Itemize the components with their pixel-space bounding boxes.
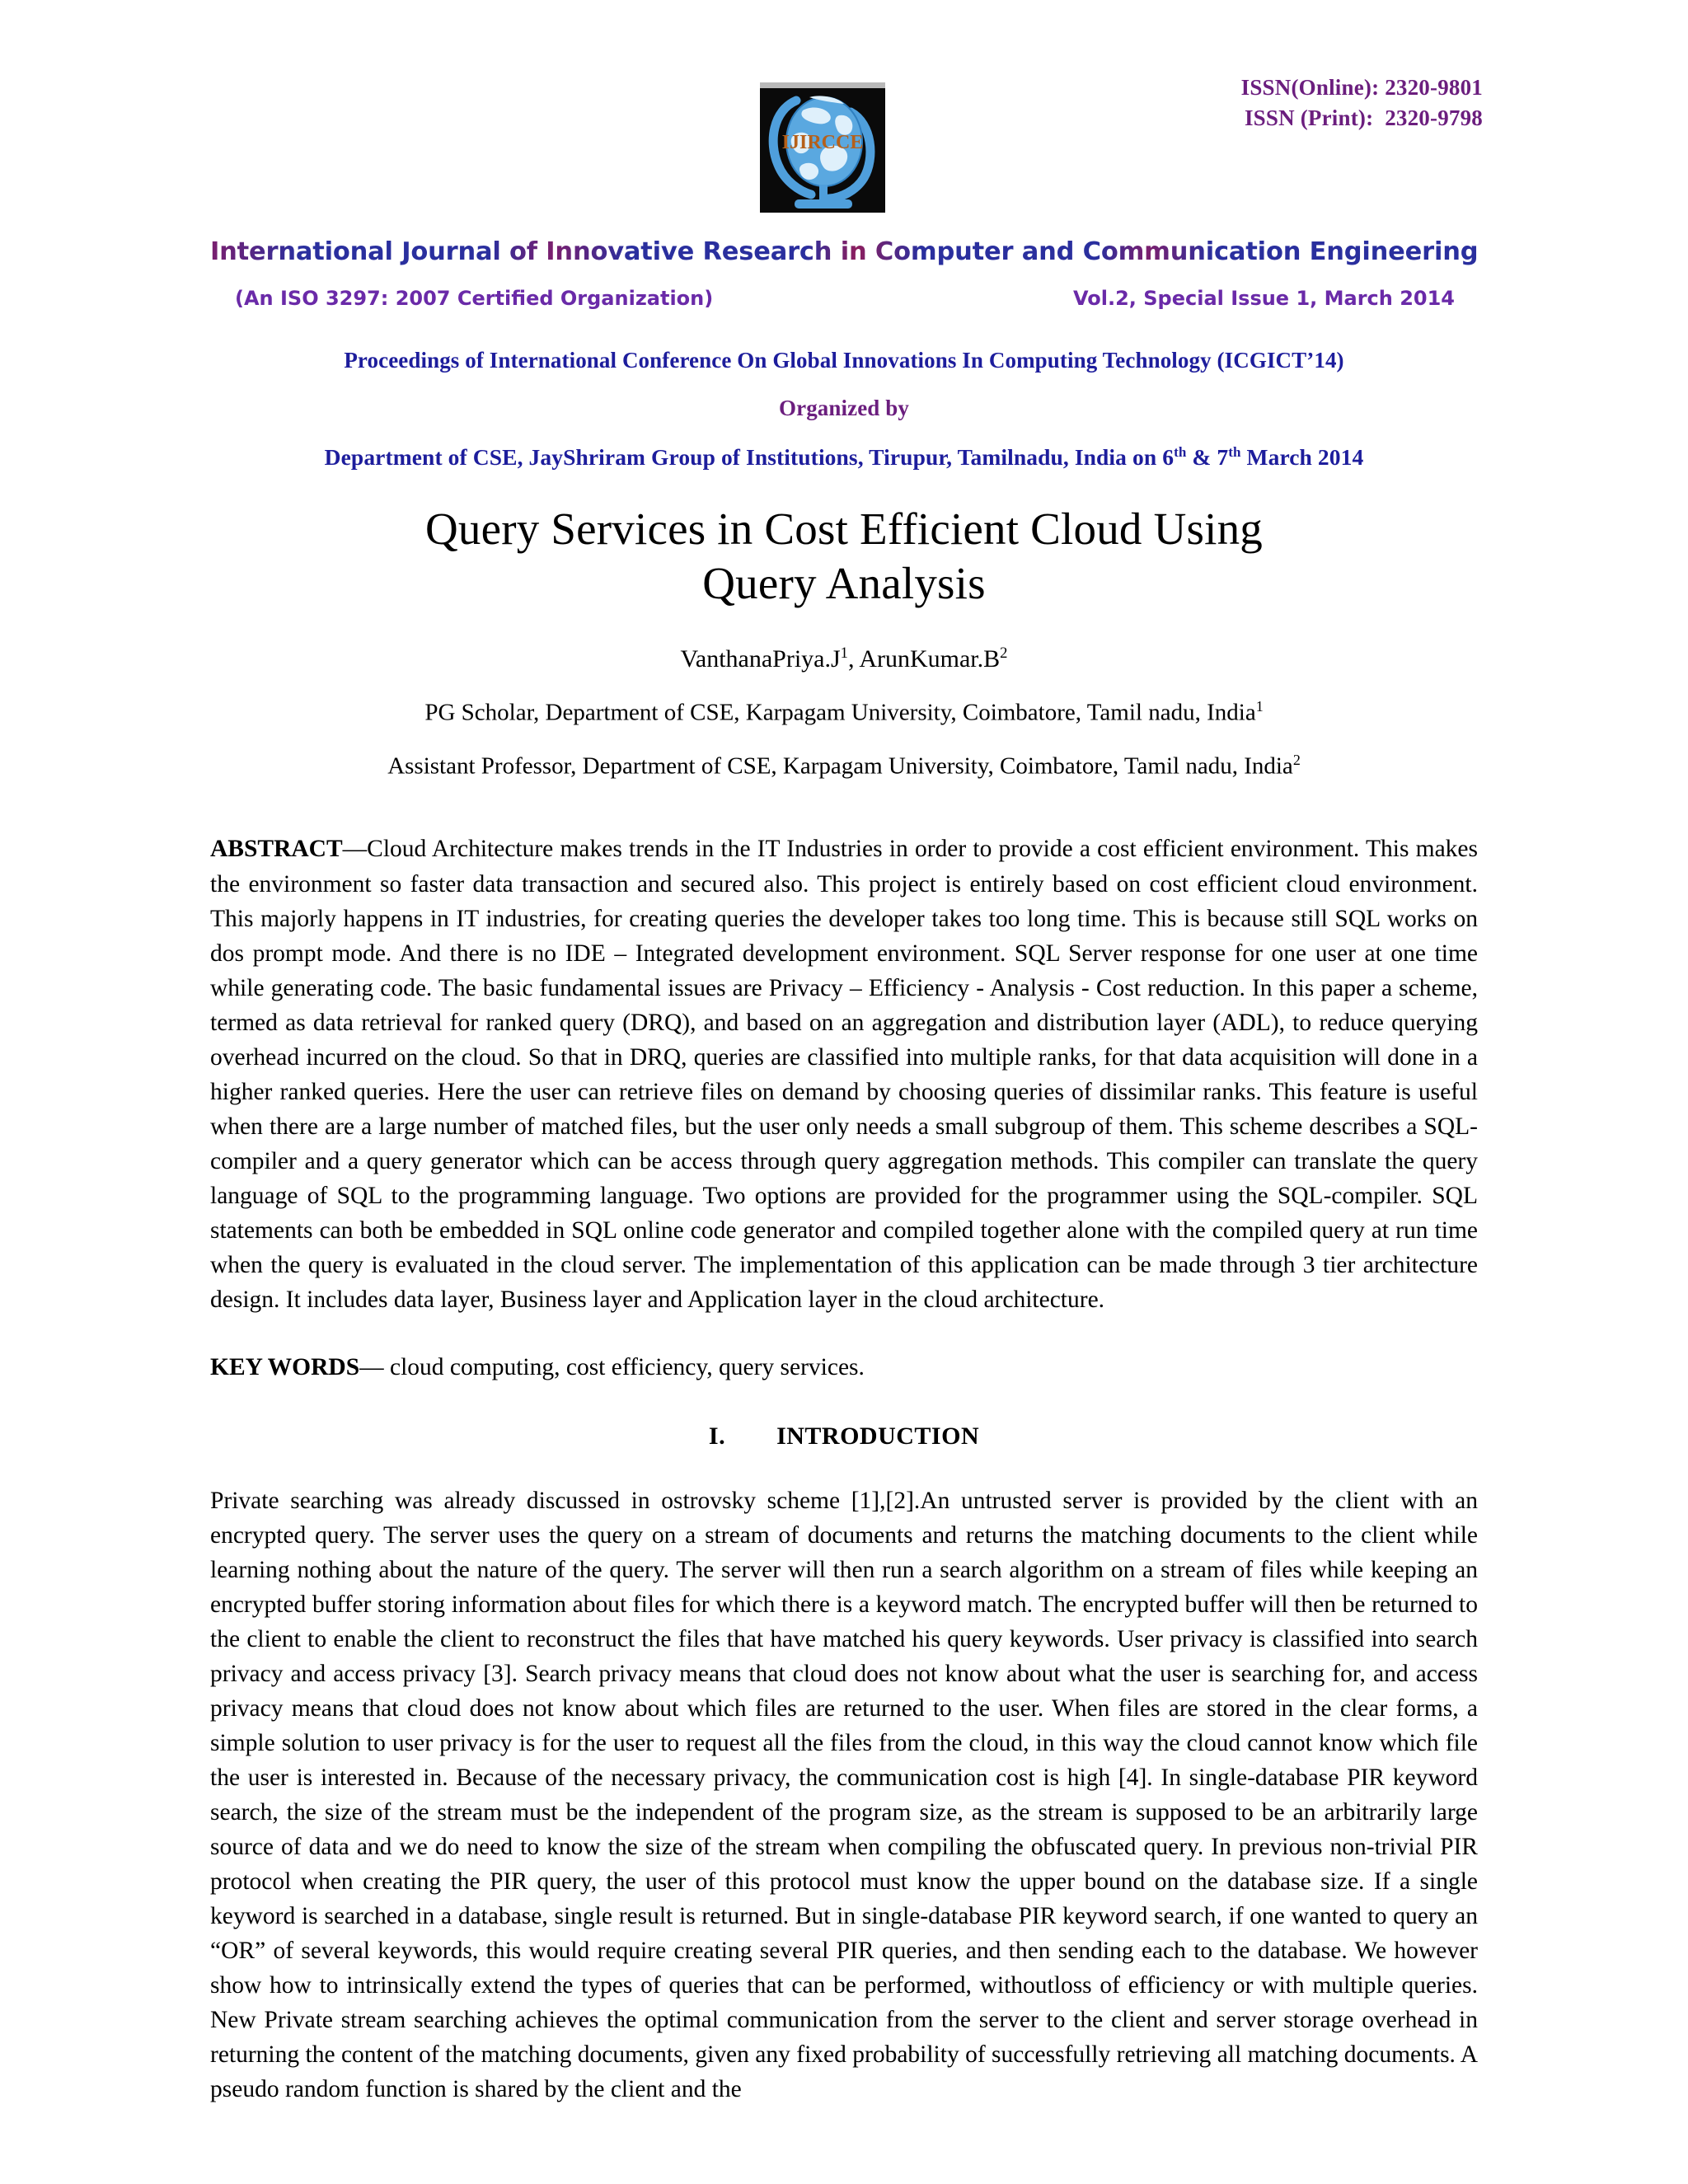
author-affiliation-marker-2: 2 (1000, 644, 1008, 663)
section-heading-introduction (210, 1422, 1478, 1451)
affiliation-1 (210, 699, 1478, 725)
abstract-label: ABSTRACT (210, 836, 343, 863)
host-department-suffix: March 2014 (1240, 444, 1364, 471)
conference-proceedings: Proceedings of International Conference On Global Innovations In Computing Technology (ICGICT’14) (344, 348, 1344, 373)
organized-by-label: Organized by (779, 396, 909, 420)
section-title: INTRODUCTION (776, 1422, 980, 1450)
volume-issue: Vol.2, Special Issue 1, March 2014 (1072, 287, 1455, 310)
journal-name: International Journal of Innovative Research in Computer and Communication Engineering (210, 237, 1479, 266)
author-separator: , (847, 645, 860, 673)
journal-band (210, 237, 1478, 310)
globe-icon (760, 82, 885, 213)
affiliation-2-marker: 2 (1292, 751, 1301, 768)
masthead (210, 0, 1483, 157)
introduction-paragraph: Private searching was already discussed in ostrovsky scheme [1],[2].An untrusted server is provided by the client with an encrypted query. The server uses the query on a stream of documents and returns the matching documents to the client while learning nothing about the nature of the query. The server will then run a search algorithm on a stream of files while keeping an encrypted buffer storing information about files for which there is a keyword match. The encrypted buffer will then be returned to the client to enable the client to reconstruct the files that have matched his query keywords. User privacy is classified into search privacy and access privacy [3]. Search privacy means that cloud does not know about what the user is searching for, and access privacy means that cloud does not know about which files are returned to the user. When files are stored in the clear forms, a simple solution to user privacy is for the user to request all the files from the cloud, in this way the cloud cannot know which file the user is interested in. Because of the necessary privacy, the communication cost is high [4]. In single-database PIR keyword search, the size of the stream must be the independent of the program size, as the stream is supposed to be an arbitrarily large source of data and we do need to know the size of the stream when compiling the obfuscated query. In previous non-trivial PIR protocol when creating the PIR query, the user of this protocol must know the upper bound on the database size. If a single keyword is searched in a database, single result is returned. But in single-database PIR keyword search, if one wanted to query an “OR” of several keywords, this would require creating several PIR queries, and then sending each to the database. We however show how to intrinsically extend the types of queries that can be performed, withoutloss of efficiency or with multiple queries. New Private stream searching achieves the optimal communication from the server to the client and server storage overhead in returning the content of the matching documents, given any fixed probability of successfully retrieving all matching documents. A pseudo random function is shared by the client and the (210, 1487, 1478, 2103)
keywords-section (210, 1350, 1478, 1385)
abstract-dash: — (342, 836, 368, 863)
journal-logo (760, 82, 885, 213)
abstract-section (210, 832, 1478, 1316)
journal-subline (210, 287, 1478, 310)
issn-print: ISSN (Print): 2320-9798 (1244, 105, 1483, 131)
keywords-label: KEY WORDS (210, 1353, 360, 1380)
affiliation-2-text: Assistant Professor, Department of CSE, Karpagam University, Coimbatore, Tamil nadu, India (387, 752, 1293, 780)
author-name-2: ArunKumar.B (859, 645, 1001, 673)
logo-wordmark: IJIRCCE (781, 132, 864, 153)
paper-title-line-2: Query Analysis (702, 558, 986, 609)
affiliation-2 (210, 752, 1478, 779)
conference-band (210, 348, 1478, 471)
page-title (210, 502, 1478, 611)
author-affiliation-marker-1: 1 (840, 644, 848, 663)
keywords-text: cloud computing, cost efficiency, query services. (383, 1353, 865, 1380)
issn-online: ISSN(Online): 2320-9801 (1240, 75, 1483, 100)
abstract-text: Cloud Architecture makes trends in the IT Industries in order to provide a cost efficient environment. This makes the environment so faster data transaction and secured also. This project is entirely based on cost efficient cloud environment. This majorly happens in IT industries, for creating queries the developer takes too long time. This is because still SQL works on dos prompt mode. And there is no IDE – Integrated development environment. SQL Server response for one user at one time while generating code. The basic fundamental issues are Privacy – Efficiency - Analysis - Cost reduction. In this paper a scheme, termed as data retrieval for ranked query (DRQ), and based on an aggregation and distribution layer (ADL), to reduce querying overhead incurred on the cloud. So that in DRQ, queries are classified into multiple ranks, for that data acquisition will done in a higher ranked queries. Here the user can retrieve files on demand by choosing queries of dissimilar ranks. This feature is useful when there are a large number of matched files, but the user only needs a small subgroup of them. This scheme describes a SQL-compiler and a query generator which can be access through query aggregation methods. This compiler can translate the query language of SQL to the programming language. Two options are provided for the programmer using the SQL-compiler. SQL statements can both be embedded in SQL online code generator and compiled together alone with the compiled query at run time when the query is evaluated in the cloud server. The implementation of this application can be made through 3 tier architecture design. It includes data layer, Business layer and Application layer in the cloud architecture. (210, 836, 1478, 1313)
date-ordinal-second: th (1228, 444, 1241, 460)
issn-block (1241, 73, 1483, 134)
affiliation-1-text: PG Scholar, Department of CSE, Karpagam University, Coimbatore, Tamil nadu, India (424, 699, 1256, 726)
host-department (210, 444, 1478, 471)
date-ordinal-first: th (1174, 444, 1187, 460)
iso-certification: (An ISO 3297: 2007 Certified Organization) (235, 287, 714, 310)
keywords-dash: — (359, 1353, 384, 1380)
section-numeral: I. (708, 1422, 726, 1450)
host-department-mid: & 7 (1186, 444, 1229, 471)
logo-box (760, 82, 885, 213)
author-name-1: VanthanaPriya.J (680, 645, 841, 673)
paper-title-line-1: Query Services in Cost Efficient Cloud Using (425, 504, 1263, 555)
affiliation-1-marker: 1 (1255, 698, 1264, 715)
host-department-prefix: Department of CSE, JayShriram Group of Institutions, Tirupur, Tamilnadu, India on 6 (324, 444, 1175, 471)
author-list (210, 646, 1478, 672)
